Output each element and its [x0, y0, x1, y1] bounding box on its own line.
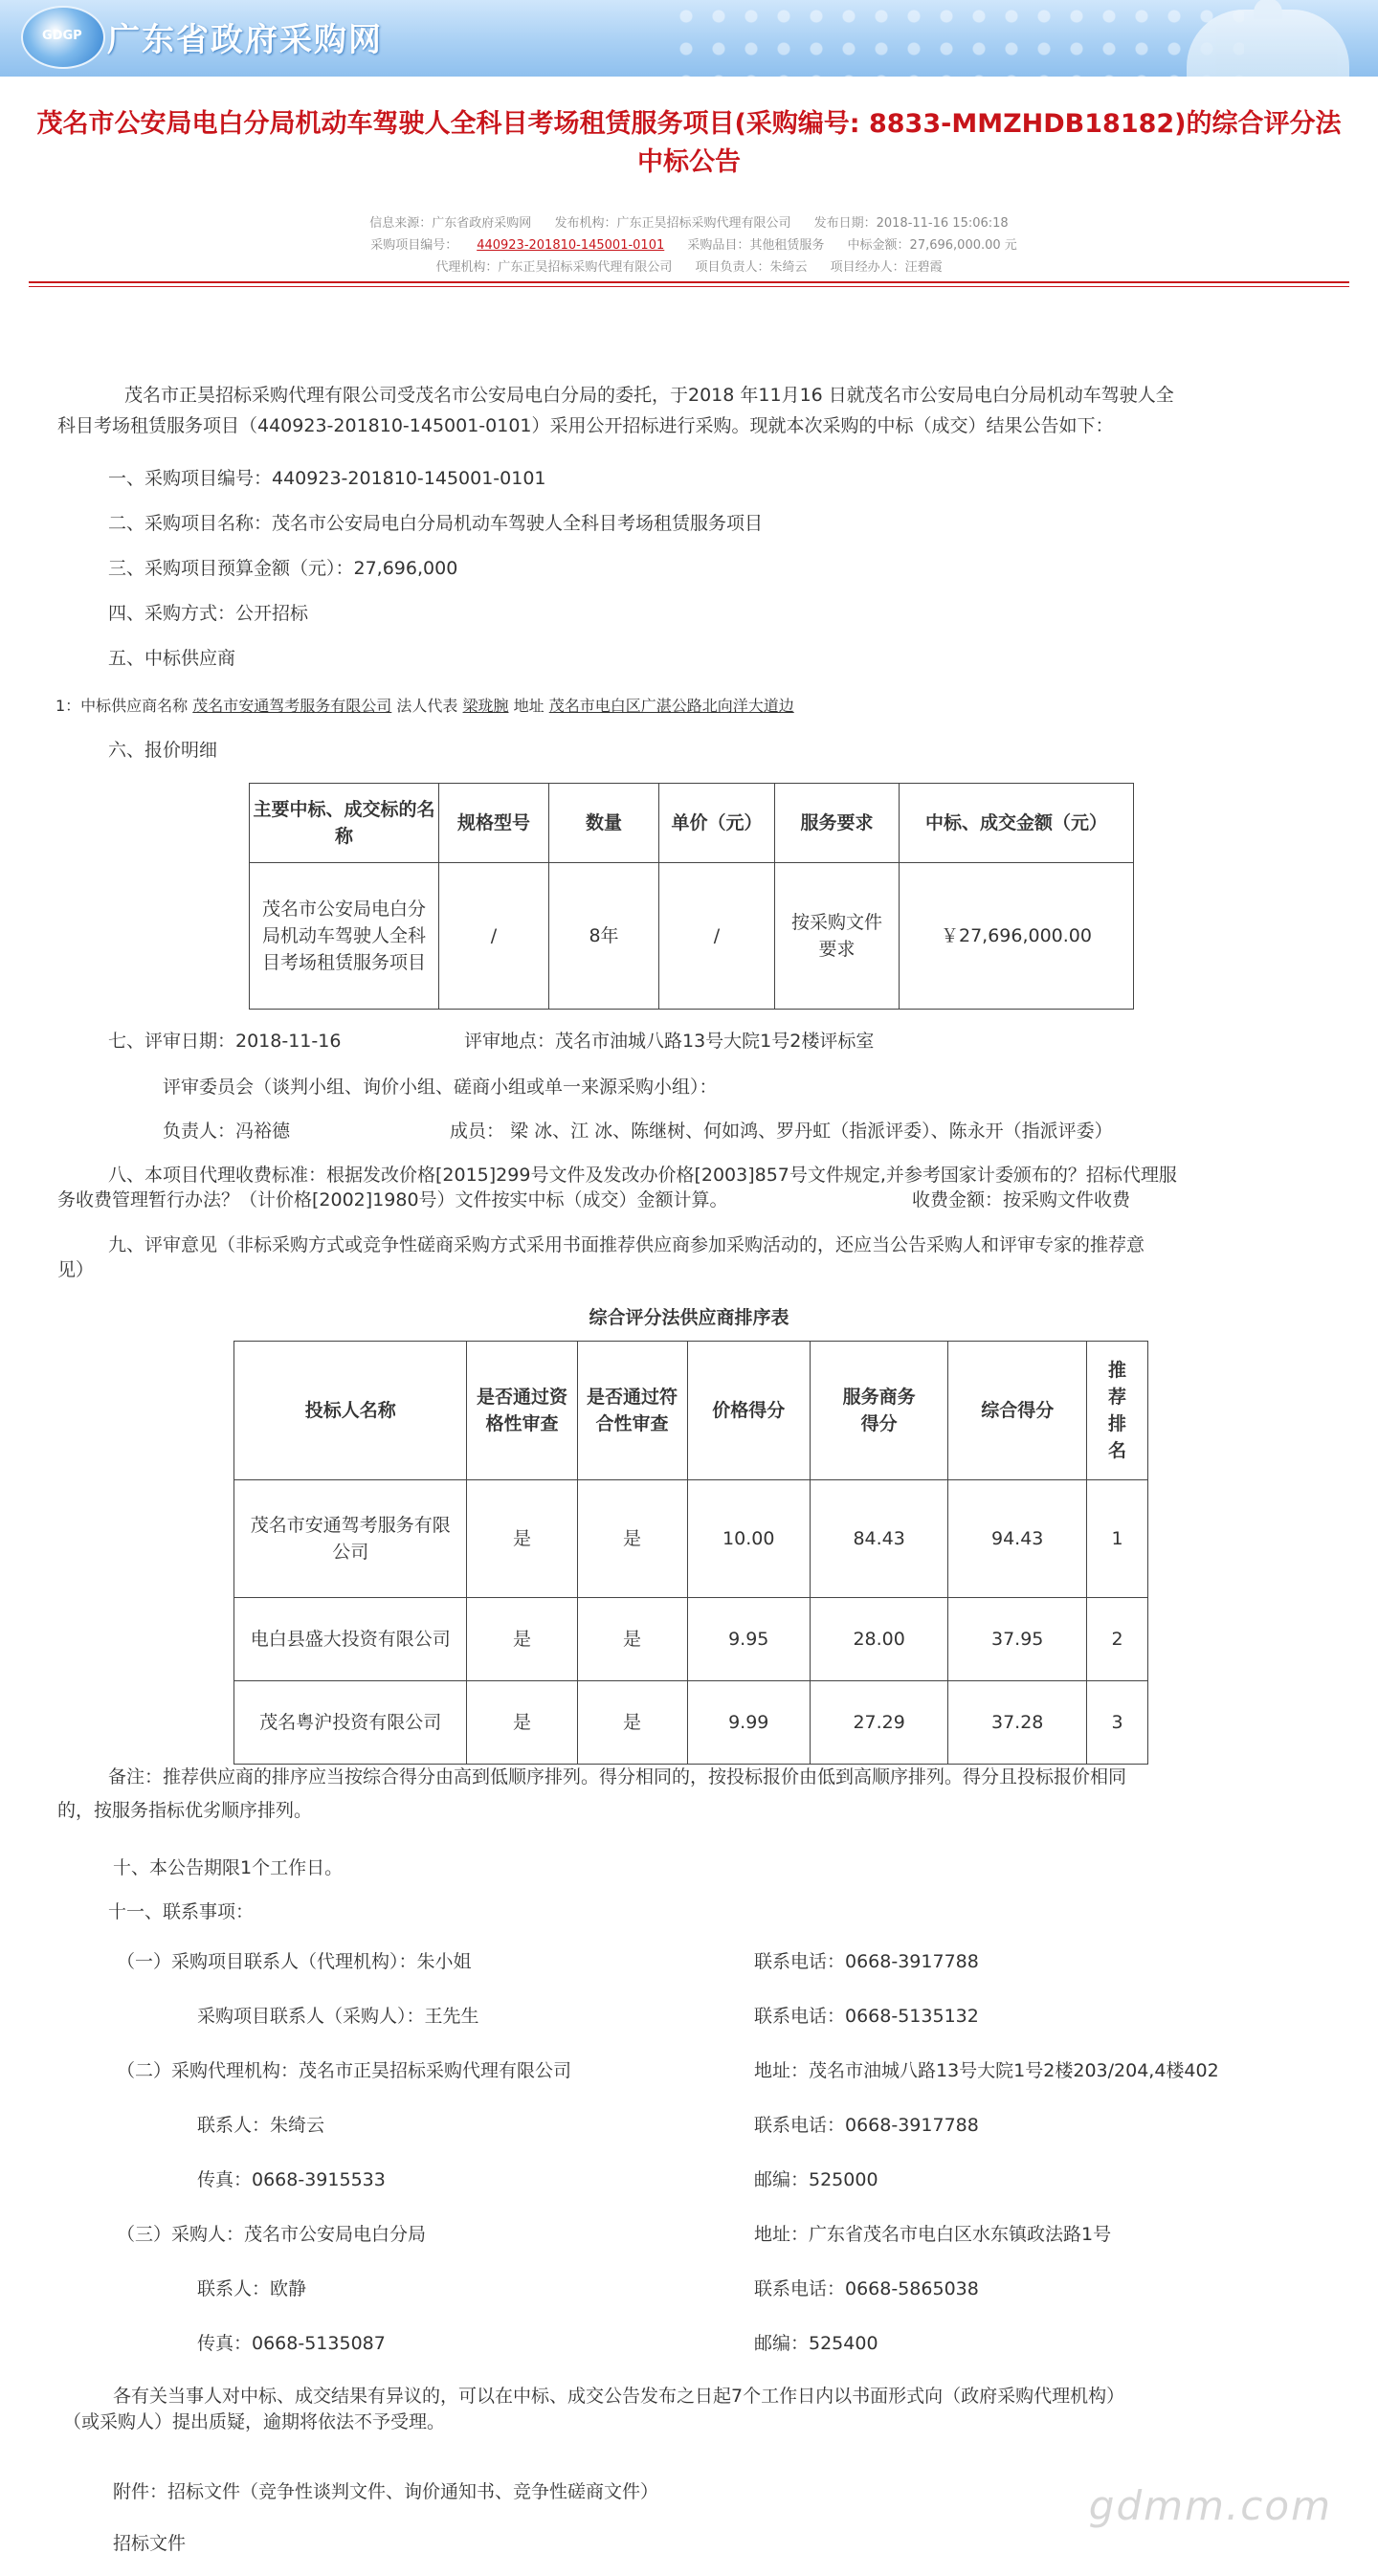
quote-cell: ￥27,696,000.00: [900, 863, 1134, 1010]
meta-date: 发布日期：2018-11-16 15:06:18: [813, 216, 1009, 231]
review-members: 成员： 梁 冰、江 冰、陈继树、何如鸿、罗丹虹（指派评委）、陈永开（指派评委）: [450, 1121, 1113, 1142]
rank-header-cell: 价格得分: [687, 1342, 810, 1480]
title-line-1: 茂名市公安局电白分局机动车驾驶人全科目考场租赁服务项目(采购编号: 8833-MMZHDB18182)的综合评分法: [36, 109, 1342, 139]
rank-cell: 9.99: [687, 1681, 810, 1765]
contact-purchaser-address: 地址：广东省茂名市电白区水东镇政法路1号: [754, 2224, 1112, 2245]
objection-line-2: （或采购人）提出质疑，逾期将依法不予受理。: [63, 2411, 446, 2432]
fee-line-1: 八、本项目代理收费标准：根据发改价格[2015]299号文件及发改办价格[2003]857号文件规定,并参考国家计委颁布的？招标代理服: [108, 1165, 1177, 1186]
meta-category: 采购品目：其他租赁服务: [687, 238, 825, 253]
item-quote-heading: 六、报价明细: [108, 740, 218, 761]
fee-line-2: 务收费管理暂行办法？（计价格[2002]1980号）文件按实中标（成交）金额计算。: [57, 1189, 728, 1210]
rank-header-cell: 推荐排名: [1086, 1342, 1147, 1480]
quote-cell: 按采购文件要求: [775, 863, 900, 1010]
quote-cell: /: [439, 863, 549, 1010]
quote-table: [249, 783, 1134, 1010]
announcement-period: 十、本公告期限1个工作日。: [113, 1857, 344, 1878]
quote-header-cell: 单价（元）: [659, 784, 775, 863]
contact-purchaser-phone-2: 联系电话：0668-5865038: [754, 2278, 979, 2299]
rank-cell: 是: [577, 1598, 687, 1681]
rank-cell: 电白县盛大投资有限公司: [234, 1598, 467, 1681]
rank-cell: 茂名粤沪投资有限公司: [234, 1681, 467, 1765]
rank-header-cell: 是否通过资格性审查: [467, 1342, 577, 1480]
meta-project-lead: 项目负责人：朱绮云: [695, 260, 808, 275]
building-icon: [1187, 10, 1349, 77]
quote-cell: 8年: [549, 863, 659, 1010]
quote-header-cell: 主要中标、成交标的名称: [250, 784, 439, 863]
contact-agency-phone-2: 联系电话：0668-3917788: [754, 2115, 979, 2136]
contact-agency-postcode: 邮编：525000: [754, 2169, 878, 2190]
divider: [29, 281, 1349, 283]
rank-row: [234, 1480, 1148, 1598]
supplier-address: 茂名市电白区广湛公路北向洋大道边: [548, 697, 794, 715]
rank-cell: 84.43: [810, 1480, 948, 1598]
rank-cell: 是: [467, 1598, 577, 1681]
meta-publisher: 发布机构：广东正昊招标采购代理有限公司: [554, 216, 791, 231]
item-method: 四、采购方式：公开招标: [108, 603, 309, 624]
review-place: 评审地点：茂名市油城八路13号大院1号2楼评标室: [464, 1031, 875, 1052]
watermark: gdmm.com: [1088, 2482, 1332, 2529]
logo-text: GDGP: [42, 29, 82, 43]
contact-purchaser-contact: 联系人：欧静: [197, 2278, 307, 2299]
site-banner: [0, 0, 1378, 77]
rank-cell: 37.28: [948, 1681, 1087, 1765]
rank-cell: 2: [1086, 1598, 1147, 1681]
contacts-title: 十一、联系事项：: [108, 1901, 255, 1922]
note-line-1: 备注：推荐供应商的排序应当按综合得分由高到低顺序排列。得分相同的，按投标报价由低到高顺序排列。得分且投标报价相同: [108, 1766, 1127, 1788]
meta-code-link[interactable]: 440923-201810-145001-0101: [477, 238, 665, 253]
quote-header-cell: 数量: [549, 784, 659, 863]
intro-line-1: 茂名市正昊招标采购代理有限公司受茂名市公安局电白分局的委托，于2018 年11月16 日就茂名市公安局电白分局机动车驾驶人全: [124, 385, 1174, 406]
contact-agency-fax: 传真：0668-3915533: [197, 2169, 386, 2190]
rank-header-cell: 服务商务得分: [810, 1342, 948, 1480]
rank-table: [233, 1341, 1148, 1765]
meta-agency: 代理机构：广东正昊招标采购代理有限公司: [435, 260, 673, 275]
item-supplier-heading: 五、中标供应商: [108, 648, 236, 669]
banner-pattern: [670, 0, 1244, 77]
quote-row: [250, 863, 1134, 1010]
rank-cell: 1: [1086, 1480, 1147, 1598]
meta-amount: 中标金额：27,696,000.00 元: [847, 238, 1017, 253]
meta-handler: 项目经办人：汪碧霞: [830, 260, 943, 275]
review-committee: 评审委员会（谈判小组、询价小组、磋商小组或单一来源采购小组）：: [163, 1077, 718, 1098]
contact-agency-contact: 联系人：朱绮云: [197, 2115, 325, 2136]
contact-agency-phone: 联系电话：0668-3917788: [754, 1951, 979, 1972]
rank-table-caption: 综合评分法供应商排序表: [589, 1307, 789, 1328]
attachment-link[interactable]: 招标文件: [113, 2533, 187, 2554]
supplier-prefix: 1：中标供应商名称: [56, 697, 189, 715]
meta-row-3: [0, 256, 1378, 275]
site-logo-icon[interactable]: [21, 6, 105, 69]
meta-code-label: 采购项目编号：: [370, 238, 458, 253]
title-line-2: 中标公告: [637, 147, 741, 177]
quote-header-cell: 服务要求: [775, 784, 900, 863]
meta-source: 信息来源：广东省政府采购网: [369, 216, 532, 231]
quote-header-row: [250, 784, 1134, 863]
note-line-2: 的，按服务指标优劣顺序排列。: [57, 1800, 313, 1821]
rank-cell: 94.43: [948, 1480, 1087, 1598]
site-name[interactable]: 广东省政府采购网: [107, 21, 383, 59]
review-leader: 负责人：冯裕德: [163, 1121, 291, 1142]
contact-purchaser-postcode: 邮编：525400: [754, 2333, 878, 2354]
rank-cell: 是: [577, 1480, 687, 1598]
rank-cell: 3: [1086, 1681, 1147, 1765]
rank-row: [234, 1681, 1148, 1765]
meta-row-2: [0, 234, 1378, 253]
rank-cell: 37.95: [948, 1598, 1087, 1681]
contact-purchaser-person: 采购项目联系人（采购人）：王先生: [197, 2006, 479, 2027]
rank-cell: 9.95: [687, 1598, 810, 1681]
item-budget: 三、采购项目预算金额（元）：27,696,000: [108, 558, 458, 579]
contact-purchaser-fax: 传真：0668-5135087: [197, 2333, 386, 2354]
announcement-title: [29, 105, 1349, 182]
rank-cell: 28.00: [810, 1598, 948, 1681]
contact-agency-name: （二）采购代理机构：茂名市正昊招标采购代理有限公司: [117, 2060, 572, 2081]
contact-agency-person: （一）采购项目联系人（代理机构）：朱小姐: [117, 1951, 472, 1972]
rank-cell: 是: [467, 1681, 577, 1765]
legal-rep: 梁珑腕: [462, 697, 509, 715]
rank-header-cell: 投标人名称: [234, 1342, 467, 1480]
quote-header-cell: 中标、成交金额（元）: [900, 784, 1134, 863]
objection-line-1: 各有关当事人对中标、成交结果有异议的，可以在中标、成交公告发布之日起7个工作日内以书面形式向（政府采购代理机构）: [113, 2386, 1125, 2407]
contact-purchaser-phone: 联系电话：0668-5135132: [754, 2006, 979, 2027]
rank-cell: 是: [577, 1681, 687, 1765]
rank-header-cell: 是否通过符合性审查: [577, 1342, 687, 1480]
rank-cell: 是: [467, 1480, 577, 1598]
addr-label: 地址: [513, 697, 545, 715]
divider: [29, 286, 1349, 287]
item-project-code: 一、采购项目编号：440923-201810-145001-0101: [108, 468, 546, 489]
quote-header-cell: 规格型号: [439, 784, 549, 863]
rep-label: 法人代表: [396, 697, 458, 715]
quote-cell: /: [659, 863, 775, 1010]
rank-header-row: [234, 1342, 1148, 1480]
quote-cell: 茂名市公安局电白分局机动车驾驶人全科目考场租赁服务项目: [250, 863, 439, 1010]
rank-cell: 茂名市安通驾考服务有限公司: [234, 1480, 467, 1598]
contact-agency-address: 地址：茂名市油城八路13号大院1号2楼203/204,4楼402: [754, 2060, 1219, 2081]
item-project-name: 二、采购项目名称：茂名市公安局电白分局机动车驾驶人全科目考场租赁服务项目: [108, 513, 764, 534]
rank-row: [234, 1598, 1148, 1681]
rank-cell: 10.00: [687, 1480, 810, 1598]
meta-row-1: [0, 212, 1378, 231]
fee-amount: 收费金额：按采购文件收费: [912, 1189, 1131, 1210]
supplier-line: [56, 693, 794, 720]
opinion-line-1: 九、评审意见（非标采购方式或竞争性磋商采购方式采用书面推荐供应商参加采购活动的，还应当公告采购人和评审专家的推荐意: [108, 1234, 1145, 1255]
attachment-line: 附件：招标文件（竞争性谈判文件、询价通知书、竞争性磋商文件）: [113, 2481, 659, 2502]
rank-header-cell: 综合得分: [948, 1342, 1087, 1480]
intro-line-2: 科目考场租赁服务项目（440923-201810-145001-0101）采用公开招标进行采购。现就本次采购的中标（成交）结果公告如下：: [57, 415, 1114, 436]
supplier-name: 茂名市安通驾考服务有限公司: [192, 697, 392, 715]
rank-cell: 27.29: [810, 1681, 948, 1765]
opinion-line-2: 见）: [57, 1259, 95, 1280]
contact-purchaser-name: （三）采购人：茂名市公安局电白分局: [117, 2224, 427, 2245]
review-date: 七、评审日期：2018-11-16: [108, 1031, 342, 1052]
